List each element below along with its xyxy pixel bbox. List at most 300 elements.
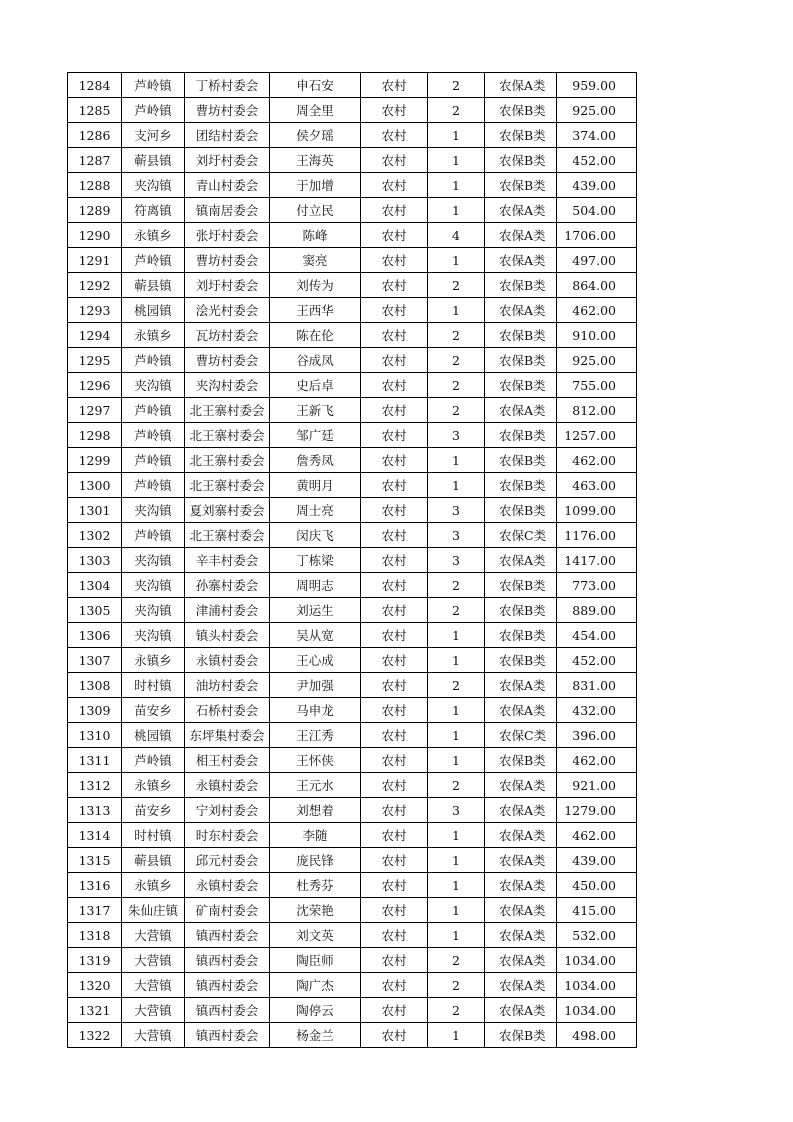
serial-cell: 1292 bbox=[68, 273, 122, 298]
name-cell: 詹秀凤 bbox=[270, 448, 361, 473]
member-count-cell: 3 bbox=[428, 798, 485, 823]
village-cell: 北王寨村委会 bbox=[185, 398, 270, 423]
table-row bbox=[68, 473, 637, 498]
serial-cell: 1322 bbox=[68, 1023, 122, 1048]
member-count-cell: 2 bbox=[428, 273, 485, 298]
member-count-cell: 1 bbox=[428, 923, 485, 948]
town-cell: 时村镇 bbox=[122, 673, 185, 698]
serial-cell: 1309 bbox=[68, 698, 122, 723]
member-count-cell: 1 bbox=[428, 173, 485, 198]
category-cell: 农保B类 bbox=[485, 98, 557, 123]
amount-cell: 462.00 bbox=[557, 448, 637, 473]
member-count-cell: 3 bbox=[428, 423, 485, 448]
village-cell: 青山村委会 bbox=[185, 173, 270, 198]
name-cell: 王西华 bbox=[270, 298, 361, 323]
serial-cell: 1286 bbox=[68, 123, 122, 148]
village-cell: 矿南村委会 bbox=[185, 898, 270, 923]
name-cell: 刘运生 bbox=[270, 598, 361, 623]
table-row bbox=[68, 898, 637, 923]
name-cell: 吴从宽 bbox=[270, 623, 361, 648]
name-cell: 陶停云 bbox=[270, 998, 361, 1023]
amount-cell: 925.00 bbox=[557, 348, 637, 373]
member-count-cell: 1 bbox=[428, 648, 485, 673]
category-cell: 农保B类 bbox=[485, 598, 557, 623]
category-cell: 农保A类 bbox=[485, 848, 557, 873]
household-type-cell: 农村 bbox=[361, 598, 428, 623]
member-count-cell: 3 bbox=[428, 548, 485, 573]
serial-cell: 1289 bbox=[68, 198, 122, 223]
name-cell: 申石安 bbox=[270, 73, 361, 98]
member-count-cell: 1 bbox=[428, 148, 485, 173]
category-cell: 农保B类 bbox=[485, 448, 557, 473]
household-type-cell: 农村 bbox=[361, 548, 428, 573]
table-row bbox=[68, 423, 637, 448]
member-count-cell: 1 bbox=[428, 123, 485, 148]
amount-cell: 374.00 bbox=[557, 123, 637, 148]
town-cell: 永镇乡 bbox=[122, 648, 185, 673]
category-cell: 农保B类 bbox=[485, 473, 557, 498]
member-count-cell: 3 bbox=[428, 498, 485, 523]
town-cell: 苗安乡 bbox=[122, 698, 185, 723]
household-type-cell: 农村 bbox=[361, 673, 428, 698]
name-cell: 王江秀 bbox=[270, 723, 361, 748]
member-count-cell: 1 bbox=[428, 198, 485, 223]
amount-cell: 959.00 bbox=[557, 73, 637, 98]
member-count-cell: 3 bbox=[428, 523, 485, 548]
household-type-cell: 农村 bbox=[361, 898, 428, 923]
category-cell: 农保A类 bbox=[485, 898, 557, 923]
name-cell: 窦亮 bbox=[270, 248, 361, 273]
table-row bbox=[68, 748, 637, 773]
serial-cell: 1298 bbox=[68, 423, 122, 448]
category-cell: 农保A类 bbox=[485, 698, 557, 723]
table-row bbox=[68, 798, 637, 823]
name-cell: 邹广廷 bbox=[270, 423, 361, 448]
table-row bbox=[68, 773, 637, 798]
village-cell: 丁桥村委会 bbox=[185, 73, 270, 98]
name-cell: 于加增 bbox=[270, 173, 361, 198]
household-type-cell: 农村 bbox=[361, 798, 428, 823]
household-type-cell: 农村 bbox=[361, 323, 428, 348]
town-cell: 支河乡 bbox=[122, 123, 185, 148]
amount-cell: 910.00 bbox=[557, 323, 637, 348]
name-cell: 谷成凤 bbox=[270, 348, 361, 373]
member-count-cell: 2 bbox=[428, 673, 485, 698]
serial-cell: 1303 bbox=[68, 548, 122, 573]
village-cell: 宁刘村委会 bbox=[185, 798, 270, 823]
category-cell: 农保A类 bbox=[485, 548, 557, 573]
category-cell: 农保A类 bbox=[485, 223, 557, 248]
amount-cell: 454.00 bbox=[557, 623, 637, 648]
category-cell: 农保A类 bbox=[485, 798, 557, 823]
category-cell: 农保B类 bbox=[485, 323, 557, 348]
household-type-cell: 农村 bbox=[361, 423, 428, 448]
category-cell: 农保B类 bbox=[485, 573, 557, 598]
town-cell: 夹沟镇 bbox=[122, 598, 185, 623]
town-cell: 芦岭镇 bbox=[122, 73, 185, 98]
village-cell: 时东村委会 bbox=[185, 823, 270, 848]
household-type-cell: 农村 bbox=[361, 148, 428, 173]
village-cell: 邱元村委会 bbox=[185, 848, 270, 873]
amount-cell: 415.00 bbox=[557, 898, 637, 923]
name-cell: 黄明月 bbox=[270, 473, 361, 498]
category-cell: 农保A类 bbox=[485, 973, 557, 998]
table-row bbox=[68, 523, 637, 548]
member-count-cell: 2 bbox=[428, 373, 485, 398]
serial-cell: 1316 bbox=[68, 873, 122, 898]
serial-cell: 1304 bbox=[68, 573, 122, 598]
name-cell: 刘想着 bbox=[270, 798, 361, 823]
category-cell: 农保A类 bbox=[485, 873, 557, 898]
category-cell: 农保B类 bbox=[485, 273, 557, 298]
amount-cell: 452.00 bbox=[557, 648, 637, 673]
table-row bbox=[68, 498, 637, 523]
household-type-cell: 农村 bbox=[361, 648, 428, 673]
table-row bbox=[68, 123, 637, 148]
village-cell: 瓦坊村委会 bbox=[185, 323, 270, 348]
member-count-cell: 2 bbox=[428, 323, 485, 348]
category-cell: 农保B类 bbox=[485, 648, 557, 673]
household-type-cell: 农村 bbox=[361, 498, 428, 523]
name-cell: 周全里 bbox=[270, 98, 361, 123]
town-cell: 夹沟镇 bbox=[122, 573, 185, 598]
amount-cell: 498.00 bbox=[557, 1023, 637, 1048]
name-cell: 沈荣艳 bbox=[270, 898, 361, 923]
village-cell: 曹坊村委会 bbox=[185, 248, 270, 273]
town-cell: 蕲县镇 bbox=[122, 273, 185, 298]
village-cell: 辛丰村委会 bbox=[185, 548, 270, 573]
member-count-cell: 2 bbox=[428, 973, 485, 998]
household-type-cell: 农村 bbox=[361, 773, 428, 798]
household-type-cell: 农村 bbox=[361, 123, 428, 148]
category-cell: 农保B类 bbox=[485, 348, 557, 373]
serial-cell: 1310 bbox=[68, 723, 122, 748]
household-type-cell: 农村 bbox=[361, 523, 428, 548]
name-cell: 庞民锋 bbox=[270, 848, 361, 873]
village-cell: 油坊村委会 bbox=[185, 673, 270, 698]
member-count-cell: 1 bbox=[428, 898, 485, 923]
serial-cell: 1288 bbox=[68, 173, 122, 198]
town-cell: 永镇乡 bbox=[122, 223, 185, 248]
table-row bbox=[68, 73, 637, 98]
table-row bbox=[68, 348, 637, 373]
name-cell: 李随 bbox=[270, 823, 361, 848]
name-cell: 马申龙 bbox=[270, 698, 361, 723]
household-type-cell: 农村 bbox=[361, 298, 428, 323]
town-cell: 朱仙庄镇 bbox=[122, 898, 185, 923]
serial-cell: 1311 bbox=[68, 748, 122, 773]
household-type-cell: 农村 bbox=[361, 173, 428, 198]
table-row bbox=[68, 998, 637, 1023]
serial-cell: 1317 bbox=[68, 898, 122, 923]
table-row bbox=[68, 98, 637, 123]
town-cell: 夹沟镇 bbox=[122, 498, 185, 523]
household-type-cell: 农村 bbox=[361, 848, 428, 873]
town-cell: 桃园镇 bbox=[122, 298, 185, 323]
village-cell: 浍光村委会 bbox=[185, 298, 270, 323]
household-type-cell: 农村 bbox=[361, 73, 428, 98]
town-cell: 时村镇 bbox=[122, 823, 185, 848]
household-type-cell: 农村 bbox=[361, 948, 428, 973]
category-cell: 农保A类 bbox=[485, 773, 557, 798]
serial-cell: 1299 bbox=[68, 448, 122, 473]
category-cell: 农保B类 bbox=[485, 498, 557, 523]
amount-cell: 1099.00 bbox=[557, 498, 637, 523]
name-cell: 付立民 bbox=[270, 198, 361, 223]
village-cell: 孙寨村委会 bbox=[185, 573, 270, 598]
village-cell: 北王寨村委会 bbox=[185, 448, 270, 473]
amount-cell: 396.00 bbox=[557, 723, 637, 748]
amount-cell: 462.00 bbox=[557, 823, 637, 848]
category-cell: 农保A类 bbox=[485, 673, 557, 698]
member-count-cell: 2 bbox=[428, 948, 485, 973]
serial-cell: 1314 bbox=[68, 823, 122, 848]
amount-cell: 921.00 bbox=[557, 773, 637, 798]
member-count-cell: 2 bbox=[428, 98, 485, 123]
name-cell: 王海英 bbox=[270, 148, 361, 173]
amount-cell: 463.00 bbox=[557, 473, 637, 498]
village-cell: 永镇村委会 bbox=[185, 773, 270, 798]
town-cell: 芦岭镇 bbox=[122, 248, 185, 273]
category-cell: 农保B类 bbox=[485, 623, 557, 648]
serial-cell: 1318 bbox=[68, 923, 122, 948]
town-cell: 芦岭镇 bbox=[122, 448, 185, 473]
village-cell: 刘圩村委会 bbox=[185, 273, 270, 298]
household-type-cell: 农村 bbox=[361, 823, 428, 848]
serial-cell: 1291 bbox=[68, 248, 122, 273]
amount-cell: 439.00 bbox=[557, 848, 637, 873]
member-count-cell: 1 bbox=[428, 723, 485, 748]
table-row bbox=[68, 148, 637, 173]
serial-cell: 1300 bbox=[68, 473, 122, 498]
village-cell: 镇西村委会 bbox=[185, 923, 270, 948]
table-row bbox=[68, 573, 637, 598]
category-cell: 农保A类 bbox=[485, 398, 557, 423]
serial-cell: 1321 bbox=[68, 998, 122, 1023]
table-row bbox=[68, 673, 637, 698]
amount-cell: 462.00 bbox=[557, 748, 637, 773]
town-cell: 苗安乡 bbox=[122, 798, 185, 823]
serial-cell: 1293 bbox=[68, 298, 122, 323]
town-cell: 夹沟镇 bbox=[122, 373, 185, 398]
welfare-record-table bbox=[67, 72, 637, 1048]
serial-cell: 1319 bbox=[68, 948, 122, 973]
town-cell: 大营镇 bbox=[122, 998, 185, 1023]
amount-cell: 889.00 bbox=[557, 598, 637, 623]
amount-cell: 755.00 bbox=[557, 373, 637, 398]
member-count-cell: 1 bbox=[428, 698, 485, 723]
village-cell: 北王寨村委会 bbox=[185, 423, 270, 448]
amount-cell: 450.00 bbox=[557, 873, 637, 898]
household-type-cell: 农村 bbox=[361, 198, 428, 223]
name-cell: 王心成 bbox=[270, 648, 361, 673]
household-type-cell: 农村 bbox=[361, 223, 428, 248]
table-row bbox=[68, 1023, 637, 1048]
town-cell: 大营镇 bbox=[122, 973, 185, 998]
household-type-cell: 农村 bbox=[361, 398, 428, 423]
table-row bbox=[68, 723, 637, 748]
amount-cell: 1706.00 bbox=[557, 223, 637, 248]
amount-cell: 831.00 bbox=[557, 673, 637, 698]
name-cell: 丁栋梁 bbox=[270, 548, 361, 573]
serial-cell: 1312 bbox=[68, 773, 122, 798]
amount-cell: 497.00 bbox=[557, 248, 637, 273]
member-count-cell: 2 bbox=[428, 73, 485, 98]
amount-cell: 1176.00 bbox=[557, 523, 637, 548]
amount-cell: 1034.00 bbox=[557, 973, 637, 998]
table-body bbox=[68, 73, 637, 1048]
table-row bbox=[68, 223, 637, 248]
member-count-cell: 1 bbox=[428, 848, 485, 873]
village-cell: 镇头村委会 bbox=[185, 623, 270, 648]
amount-cell: 773.00 bbox=[557, 573, 637, 598]
household-type-cell: 农村 bbox=[361, 573, 428, 598]
village-cell: 张圩村委会 bbox=[185, 223, 270, 248]
village-cell: 北王寨村委会 bbox=[185, 473, 270, 498]
serial-cell: 1302 bbox=[68, 523, 122, 548]
town-cell: 蕲县镇 bbox=[122, 148, 185, 173]
amount-cell: 432.00 bbox=[557, 698, 637, 723]
serial-cell: 1307 bbox=[68, 648, 122, 673]
serial-cell: 1290 bbox=[68, 223, 122, 248]
table-row bbox=[68, 873, 637, 898]
category-cell: 农保B类 bbox=[485, 373, 557, 398]
serial-cell: 1306 bbox=[68, 623, 122, 648]
serial-cell: 1297 bbox=[68, 398, 122, 423]
village-cell: 团结村委会 bbox=[185, 123, 270, 148]
household-type-cell: 农村 bbox=[361, 1023, 428, 1048]
village-cell: 镇西村委会 bbox=[185, 948, 270, 973]
town-cell: 芦岭镇 bbox=[122, 398, 185, 423]
amount-cell: 532.00 bbox=[557, 923, 637, 948]
amount-cell: 864.00 bbox=[557, 273, 637, 298]
amount-cell: 1417.00 bbox=[557, 548, 637, 573]
table-row bbox=[68, 198, 637, 223]
serial-cell: 1308 bbox=[68, 673, 122, 698]
amount-cell: 812.00 bbox=[557, 398, 637, 423]
town-cell: 永镇乡 bbox=[122, 873, 185, 898]
household-type-cell: 农村 bbox=[361, 273, 428, 298]
member-count-cell: 2 bbox=[428, 348, 485, 373]
table-row bbox=[68, 698, 637, 723]
village-cell: 镇西村委会 bbox=[185, 973, 270, 998]
town-cell: 芦岭镇 bbox=[122, 473, 185, 498]
name-cell: 陶臣师 bbox=[270, 948, 361, 973]
village-cell: 永镇村委会 bbox=[185, 648, 270, 673]
table-row bbox=[68, 398, 637, 423]
category-cell: 农保A类 bbox=[485, 73, 557, 98]
member-count-cell: 4 bbox=[428, 223, 485, 248]
town-cell: 大营镇 bbox=[122, 923, 185, 948]
table-row bbox=[68, 248, 637, 273]
town-cell: 芦岭镇 bbox=[122, 748, 185, 773]
table-row bbox=[68, 273, 637, 298]
amount-cell: 1034.00 bbox=[557, 998, 637, 1023]
member-count-cell: 2 bbox=[428, 598, 485, 623]
table-row bbox=[68, 848, 637, 873]
household-type-cell: 农村 bbox=[361, 873, 428, 898]
name-cell: 陈峰 bbox=[270, 223, 361, 248]
household-type-cell: 农村 bbox=[361, 623, 428, 648]
amount-cell: 925.00 bbox=[557, 98, 637, 123]
village-cell: 曹坊村委会 bbox=[185, 98, 270, 123]
member-count-cell: 1 bbox=[428, 1023, 485, 1048]
serial-cell: 1315 bbox=[68, 848, 122, 873]
household-type-cell: 农村 bbox=[361, 723, 428, 748]
village-cell: 镇西村委会 bbox=[185, 998, 270, 1023]
amount-cell: 1257.00 bbox=[557, 423, 637, 448]
category-cell: 农保C类 bbox=[485, 523, 557, 548]
village-cell: 夹沟村委会 bbox=[185, 373, 270, 398]
name-cell: 周士亮 bbox=[270, 498, 361, 523]
member-count-cell: 1 bbox=[428, 748, 485, 773]
table-row bbox=[68, 623, 637, 648]
name-cell: 周明志 bbox=[270, 573, 361, 598]
category-cell: 农保A类 bbox=[485, 248, 557, 273]
village-cell: 刘圩村委会 bbox=[185, 148, 270, 173]
town-cell: 夹沟镇 bbox=[122, 548, 185, 573]
name-cell: 侯夕瑶 bbox=[270, 123, 361, 148]
category-cell: 农保A类 bbox=[485, 923, 557, 948]
household-type-cell: 农村 bbox=[361, 473, 428, 498]
member-count-cell: 1 bbox=[428, 448, 485, 473]
category-cell: 农保A类 bbox=[485, 948, 557, 973]
table-row bbox=[68, 323, 637, 348]
town-cell: 夹沟镇 bbox=[122, 623, 185, 648]
household-type-cell: 农村 bbox=[361, 973, 428, 998]
table-row bbox=[68, 548, 637, 573]
member-count-cell: 2 bbox=[428, 398, 485, 423]
household-type-cell: 农村 bbox=[361, 698, 428, 723]
name-cell: 尹加强 bbox=[270, 673, 361, 698]
name-cell: 史后卓 bbox=[270, 373, 361, 398]
village-cell: 津浦村委会 bbox=[185, 598, 270, 623]
member-count-cell: 1 bbox=[428, 623, 485, 648]
household-type-cell: 农村 bbox=[361, 998, 428, 1023]
table-row bbox=[68, 298, 637, 323]
village-cell: 镇西村委会 bbox=[185, 1023, 270, 1048]
household-type-cell: 农村 bbox=[361, 748, 428, 773]
category-cell: 农保C类 bbox=[485, 723, 557, 748]
member-count-cell: 2 bbox=[428, 998, 485, 1023]
town-cell: 大营镇 bbox=[122, 948, 185, 973]
member-count-cell: 1 bbox=[428, 873, 485, 898]
table-row bbox=[68, 648, 637, 673]
name-cell: 杜秀芬 bbox=[270, 873, 361, 898]
member-count-cell: 1 bbox=[428, 298, 485, 323]
category-cell: 农保A类 bbox=[485, 998, 557, 1023]
serial-cell: 1305 bbox=[68, 598, 122, 623]
table-row bbox=[68, 173, 637, 198]
category-cell: 农保A类 bbox=[485, 823, 557, 848]
village-cell: 永镇村委会 bbox=[185, 873, 270, 898]
name-cell: 王怀侠 bbox=[270, 748, 361, 773]
serial-cell: 1313 bbox=[68, 798, 122, 823]
town-cell: 芦岭镇 bbox=[122, 98, 185, 123]
member-count-cell: 2 bbox=[428, 573, 485, 598]
table-row bbox=[68, 823, 637, 848]
category-cell: 农保B类 bbox=[485, 123, 557, 148]
household-type-cell: 农村 bbox=[361, 373, 428, 398]
category-cell: 农保A类 bbox=[485, 298, 557, 323]
table-row bbox=[68, 448, 637, 473]
member-count-cell: 1 bbox=[428, 248, 485, 273]
village-cell: 镇南居委会 bbox=[185, 198, 270, 223]
village-cell: 夏刘寨村委会 bbox=[185, 498, 270, 523]
household-type-cell: 农村 bbox=[361, 448, 428, 473]
amount-cell: 462.00 bbox=[557, 298, 637, 323]
member-count-cell: 1 bbox=[428, 823, 485, 848]
